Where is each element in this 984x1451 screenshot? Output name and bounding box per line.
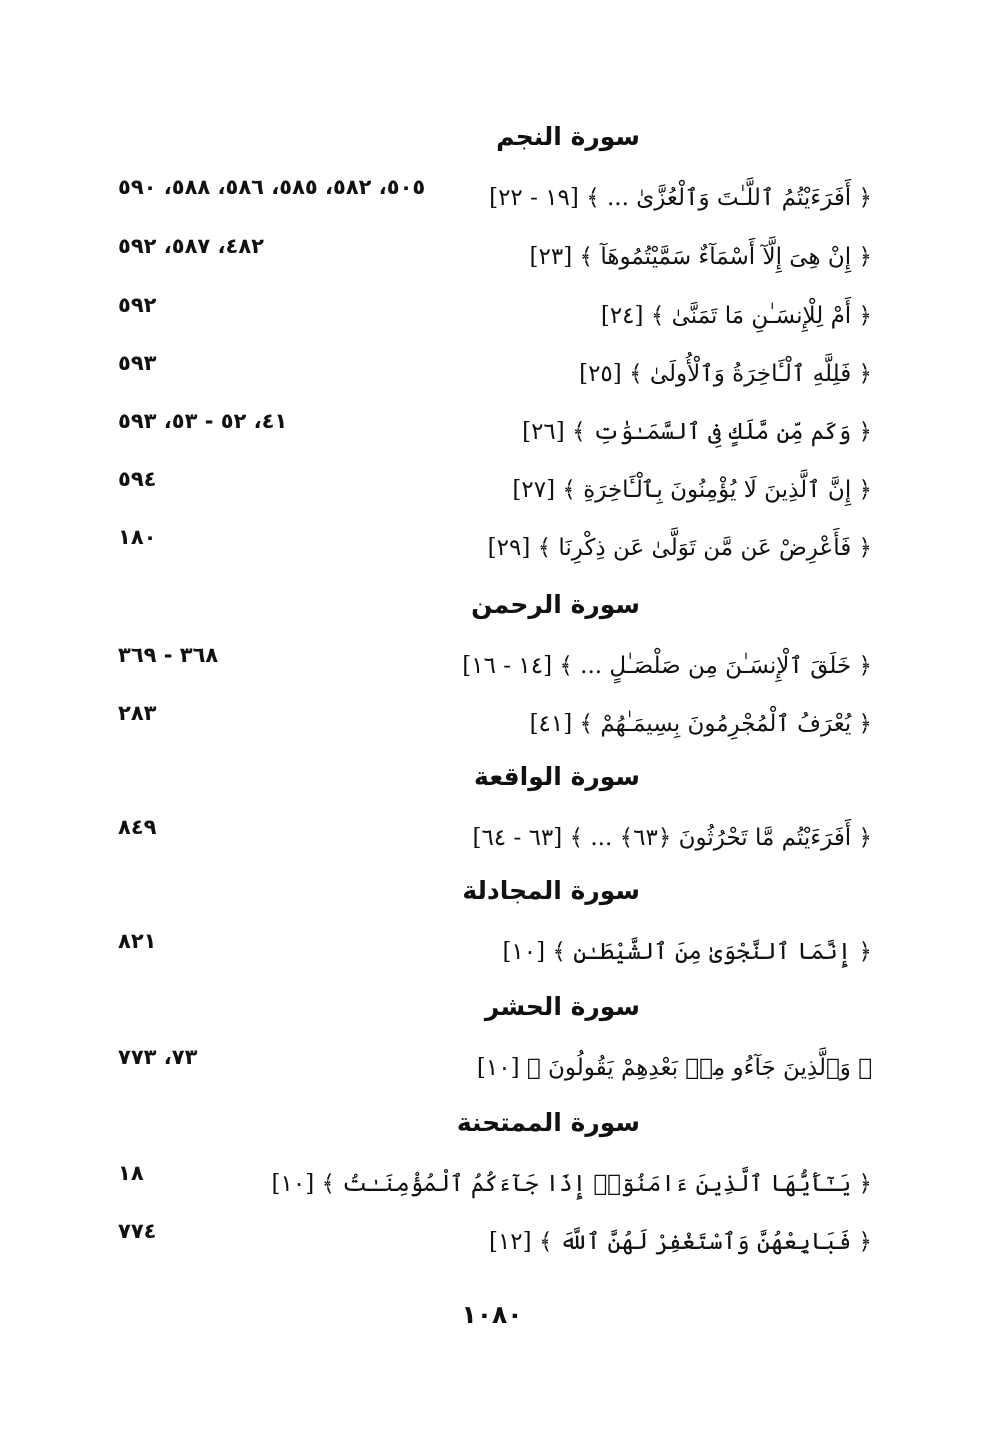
page-references: ٧٧٤ xyxy=(118,1219,157,1243)
surah-title: سورة الممتحنة xyxy=(456,1108,640,1137)
index-entry xyxy=(0,815,984,860)
page-references: ٨٢١ xyxy=(118,929,157,953)
page-references: ٥٩٤ xyxy=(118,467,157,491)
verse-citation: ﴿ يَـٰٓأَيُّهَا ٱلَّذِينَ ءَامَنُوٓا۟ إِذَا جَآءَكُمُ ٱلْمُؤْمِنَـٰتُ ﴾ [١٠] xyxy=(271,1171,872,1197)
index-entry xyxy=(0,467,984,512)
surah-title: سورة النجم xyxy=(496,122,640,151)
page-number: ١٠٨٠ xyxy=(461,1300,523,1329)
verse-citation: ﴿ فَأَعْرِضْ عَن مَّن تَوَلَّىٰ عَن ذِكْرِنَا ﴾ [٢٩] xyxy=(487,535,872,561)
index-entry xyxy=(0,293,984,338)
verse-citation: ﴿ وَٱلَّذِينَ جَآءُو مِنۢ بَعْدِهِمْ يَقُولُونَ ﴾ [١٠] xyxy=(476,1055,872,1081)
page-references: ٥٩٢ xyxy=(118,293,157,317)
index-entry xyxy=(0,929,984,974)
index-entry xyxy=(0,643,984,688)
verse-citation: ﴿ خَلَقَ ٱلْإِنسَـٰنَ مِن صَلْصَـٰلٍ ... ﴾ [١٤ - ١٦] xyxy=(462,653,872,679)
index-entry xyxy=(0,175,984,220)
verse-citation: ﴿ فَبَايِعْهُنَّ وَٱسْتَغْفِرْ لَهُنَّ ٱللَّهَ ﴾ [١٢] xyxy=(488,1229,872,1255)
index-entry xyxy=(0,234,984,279)
page-references: ٥٩٣ xyxy=(118,351,157,375)
surah-title: سورة المجادلة xyxy=(462,876,640,905)
verse-citation: ﴿ وَكَم مِّن مَّلَكٍ فِى ٱلسَّمَـٰوَٰتِ ﴾ [٢٦] xyxy=(522,419,872,445)
page-references: ٤٨٢، ٥٨٧، ٥٩٢ xyxy=(118,234,264,258)
index-entry xyxy=(0,409,984,454)
index-entry xyxy=(0,351,984,396)
index-entry xyxy=(0,1161,984,1206)
page-references: ١٨٠ xyxy=(118,525,157,549)
verse-citation: ﴿ أَمْ لِلْإِنسَـٰنِ مَا تَمَنَّىٰ ﴾ [٢٤] xyxy=(600,303,872,329)
verse-citation: ﴿ إِنَّ ٱلَّذِينَ لَا يُؤْمِنُونَ بِٱلْـَٔاخِرَةِ ﴾ [٢٧] xyxy=(512,477,872,503)
page-references: ٣٦٨ - ٣٦٩ xyxy=(118,643,219,667)
page-references: ٧٣، ٧٧٣ xyxy=(118,1045,198,1069)
verse-citation: ﴿ إِنْ هِىَ إِلَّآ أَسْمَآءٌ سَمَّيْتُمُوهَآ ﴾ [٢٣] xyxy=(529,244,872,270)
page-references: ٢٨٣ xyxy=(118,701,157,725)
index-entry xyxy=(0,525,984,570)
verse-citation: ﴿ أَفَرَءَيْتُمُ ٱللَّـٰتَ وَٱلْعُزَّىٰ ... ﴾ [١٩ - ٢٢] xyxy=(489,185,872,211)
page-references: ٨٤٩ xyxy=(118,815,157,839)
verse-citation: ﴿ فَلِلَّهِ ٱلْـَٔاخِرَةُ وَٱلْأُولَىٰ ﴾ [٢٥] xyxy=(579,361,872,387)
verse-citation: ﴿ يُعْرَفُ ٱلْمُجْرِمُونَ بِسِيمَـٰهُمْ ﴾ [٤١] xyxy=(529,711,872,737)
verse-citation: ﴿ إِنَّمَا ٱلنَّجْوَىٰ مِنَ ٱلشَّيْطَـٰنِ ﴾ [١٠] xyxy=(502,939,872,965)
surah-title: سورة الرحمن xyxy=(471,590,640,619)
surah-title: سورة الحشر xyxy=(484,992,640,1021)
index-entry xyxy=(0,701,984,746)
surah-title: سورة الواقعة xyxy=(474,762,640,791)
verse-citation: ﴿ أَفَرَءَيْتُم مَّا تَحْرُثُونَ ﴿٦٣﴾ ... ﴾ [٦٣ - ٦٤] xyxy=(472,825,872,851)
index-entry xyxy=(0,1045,984,1090)
index-entry xyxy=(0,1219,984,1264)
page-references: ١٨ xyxy=(118,1161,144,1185)
page-references: ٤١، ٥٢ - ٥٣، ٥٩٣ xyxy=(118,409,288,433)
page-references: ٥٠٥، ٥٨٢، ٥٨٥، ٥٨٦، ٥٨٨، ٥٩٠ xyxy=(118,175,426,199)
